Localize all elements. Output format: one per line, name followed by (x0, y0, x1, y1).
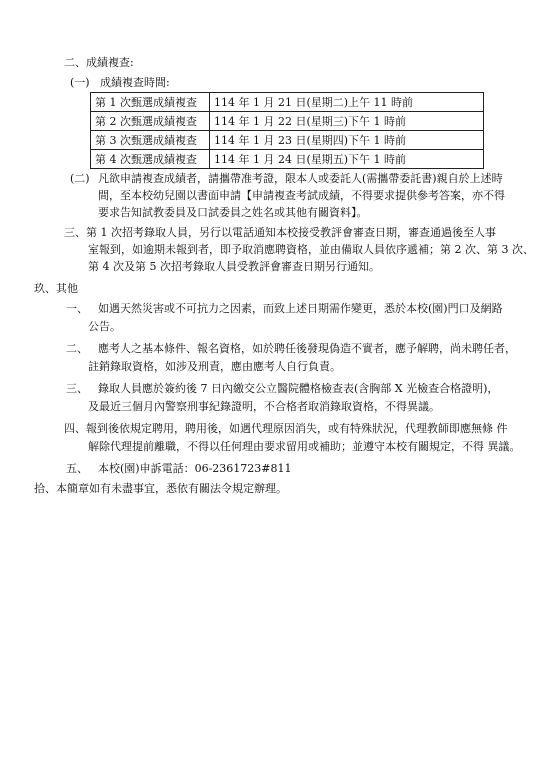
section-2-item-1-text: 成績複查時間: (100, 76, 170, 89)
schedule-time: 114 年 1 月 23 日(星期四)下午 1 時前 (210, 131, 484, 150)
section-3-line: 第 4 次及第 5 次招考錄取人員受教評會審查日期另行通知。 (88, 260, 380, 273)
section-9-item-1-line: 如遇天然災害或不可抗力之因素，而致上述日期需作變更，悉於本校(園)門口及網路 (98, 302, 503, 315)
section-9-item-4-line: 四、報到後依規定聘用，聘用後，如遇代理原因消失，或有特殊狀況，代理教師即應無條 件 (64, 422, 508, 435)
section-3-line: 室報到，如逾期未報到者，即予取消應聘資格，並由備取人員依序遞補；第 2 次、第 3 次、 (88, 243, 534, 256)
schedule-round: 第 1 次甄選成績複查 (91, 93, 210, 112)
closing-statement: 拾、本簡章如有未盡事宜，悉依有關法令規定辦理。 (34, 482, 287, 495)
section-9-item-2-line: 註銷錄取資格，如涉及刑責，應由應考人自行負責。 (88, 360, 341, 373)
section-9-item-2-label: 二、 (66, 342, 88, 355)
table-row (91, 131, 484, 150)
section-2-title: 二、成績複查: (64, 56, 134, 69)
section-9-item-5-line: 本校(園)申訴電話：06-2361723#811 (98, 462, 292, 475)
section-9-item-4-line: 解除代理提前離職，不得以任何理由要求留用或補助；並遵守本校有關規定，不得 異議。 (88, 440, 521, 453)
section-2-item-1-label: (一) (70, 76, 90, 89)
table-row (91, 150, 484, 169)
schedule-time: 114 年 1 月 24 日(星期五)下午 1 時前 (210, 150, 484, 169)
table-row (91, 112, 484, 131)
section-3-line: 三、第 1 次招考錄取人員，另行以電話通知本校接受教評會審查日期，審查通過後至人事 (64, 226, 496, 239)
schedule-round: 第 2 次甄選成績複查 (91, 112, 210, 131)
section-9-item-3-line: 錄取人員應於簽約後 7 日內繳交公立醫院體格檢查表(含胸部 X 光檢查合格證明)， (98, 382, 499, 395)
section-2-item-2-label: (二) (70, 172, 90, 185)
schedule-time: 114 年 1 月 21 日(星期二)上午 11 時前 (210, 93, 484, 112)
section-9-item-1-line: 公告。 (88, 320, 121, 333)
schedule-round: 第 4 次甄選成績複查 (91, 150, 210, 169)
schedule-round: 第 3 次甄選成績複查 (91, 131, 210, 150)
section-9-item-5-label: 五、 (66, 462, 88, 475)
section-9-item-2-line: 應考人之基本條件、報名資格，如於聘任後發現偽造不實者，應予解聘，尚未聘任者， (98, 342, 516, 355)
section-2-item-2-line: 間，至本校幼兒園以書面申請【申請複查考試成績，不得要求提供參考答案，亦不得 (98, 189, 505, 202)
review-schedule-table (90, 92, 484, 169)
section-9-item-3-label: 三、 (66, 382, 88, 395)
section-9-item-3-line: 及最近三個月內警察刑事紀錄證明，不合格者取消錄取資格，不得異議。 (88, 400, 440, 413)
schedule-time: 114 年 1 月 22 日(星期三)下午 1 時前 (210, 112, 484, 131)
table-row (91, 93, 484, 112)
section-9-item-1-label: 一、 (66, 302, 88, 315)
section-2-item-2-line: 要求告知試教委員及口試委員之姓名或其他有關資料】。 (98, 206, 368, 219)
section-9-title: 玖、其他 (34, 282, 78, 295)
section-2-item-2-line: 凡欲申請複查成績者，請攜帶准考證，限本人或委託人(需攜帶委託書)親自於上述時 (98, 172, 503, 185)
